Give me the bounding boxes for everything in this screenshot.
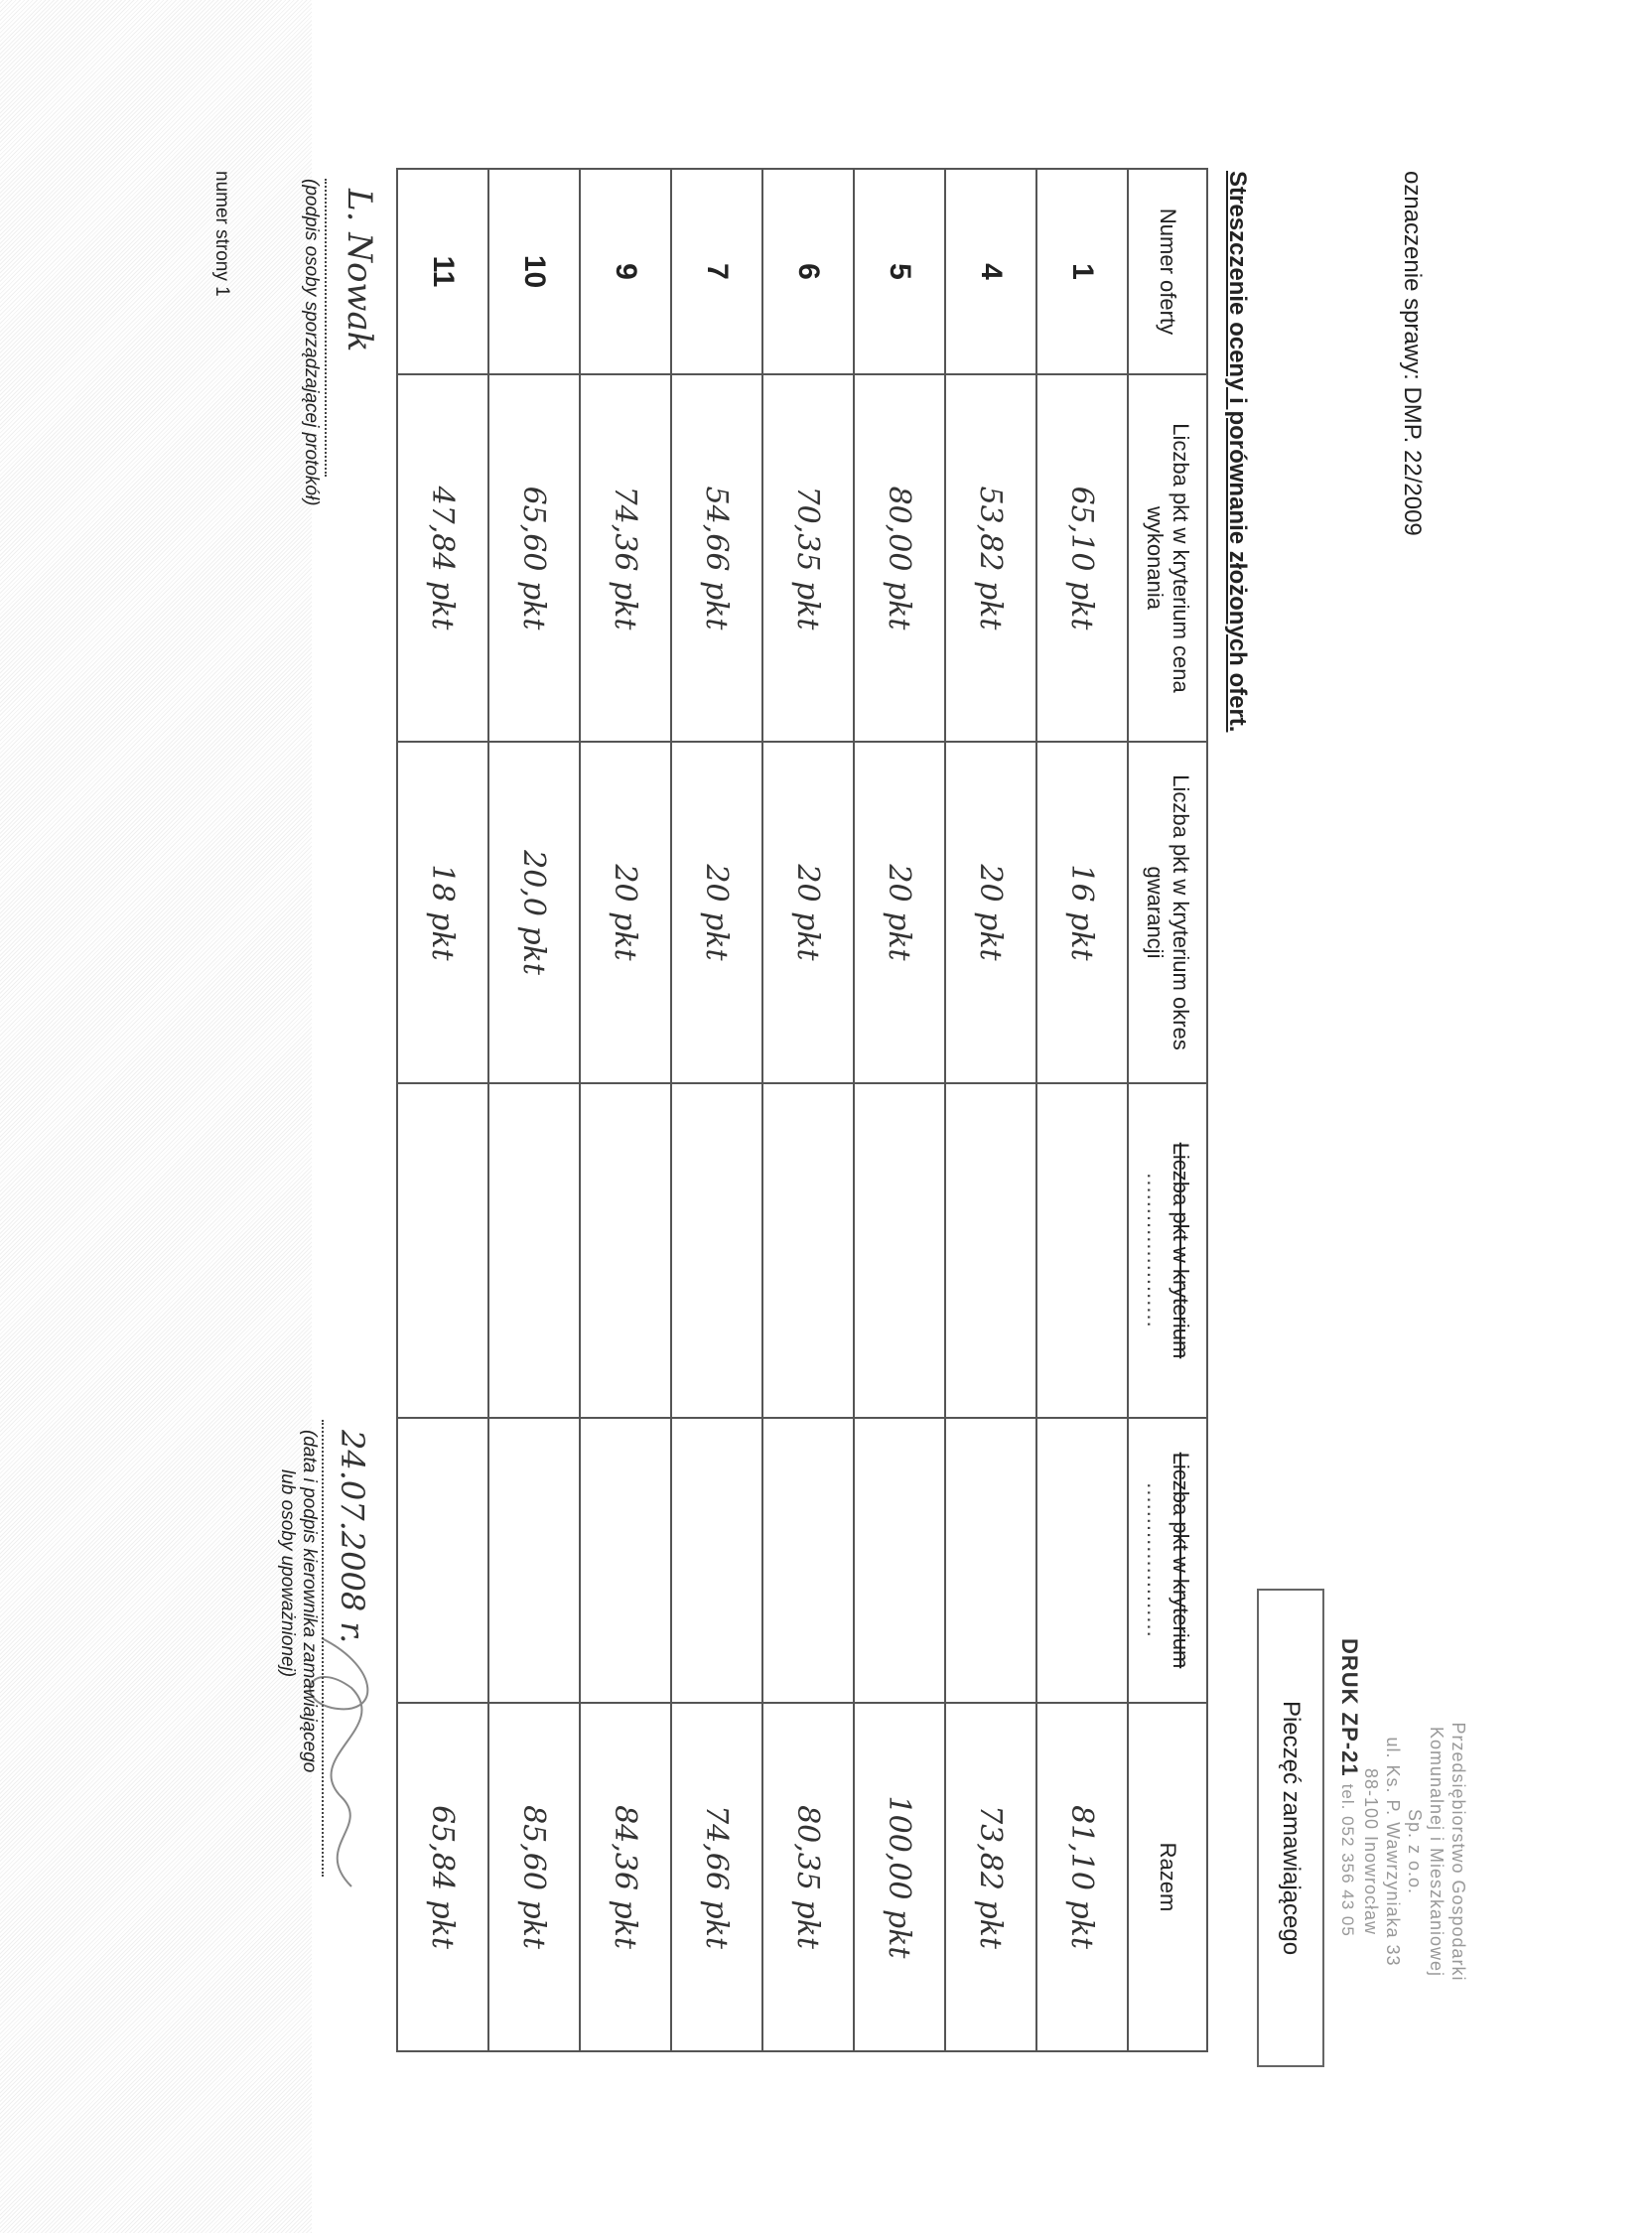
criterion-3-cell bbox=[762, 1083, 854, 1418]
stamp-line: Komunalnej i Mieszkaniowej bbox=[1427, 1726, 1446, 1978]
total-cell: 81,10 pkt bbox=[1036, 1703, 1128, 2051]
page-number: numer strony 1 bbox=[211, 171, 232, 297]
offer-number-cell: 5 bbox=[854, 169, 945, 374]
signature-line bbox=[322, 1420, 324, 1877]
stamp-label: Pieczęć zamawiającego bbox=[1278, 1700, 1305, 1956]
criterion-4-cell bbox=[580, 1418, 671, 1703]
criterion-4-cell bbox=[671, 1418, 762, 1703]
total-cell: 84,36 pkt bbox=[580, 1703, 671, 2051]
scan-noise bbox=[0, 0, 312, 2233]
offer-number-cell: 10 bbox=[488, 169, 580, 374]
company-stamp bbox=[1336, 1638, 1469, 2065]
manager-caption: (data i podpis kierownika zamawiającego bbox=[299, 1430, 320, 1773]
warranty-points-cell: 20 pkt bbox=[854, 742, 945, 1083]
table-row bbox=[854, 169, 945, 2051]
criterion-3-cell bbox=[671, 1083, 762, 1418]
warranty-points-cell: 20 pkt bbox=[580, 742, 671, 1083]
signature-line bbox=[325, 179, 327, 477]
total-cell: 74,66 pkt bbox=[671, 1703, 762, 2051]
criterion-4-cell bbox=[488, 1418, 580, 1703]
stamp-line: ul. Ks. P. Wawrzyniaka 33 bbox=[1383, 1737, 1403, 1967]
price-points-cell: 74,36 pkt bbox=[580, 374, 671, 742]
offer-number-cell: 1 bbox=[1036, 169, 1128, 374]
total-cell: 100,00 pkt bbox=[854, 1703, 945, 2051]
header-total: Razem bbox=[1128, 1703, 1207, 2051]
stamp-line: Sp. z o.o. bbox=[1405, 1808, 1425, 1895]
price-points-cell: 53,82 pkt bbox=[945, 374, 1036, 742]
warranty-points-cell: 18 pkt bbox=[397, 742, 488, 1083]
section-title: Streszczenie oceny i porównanie złożonych ofert. bbox=[1224, 171, 1251, 733]
header-offer-number: Numer oferty bbox=[1128, 169, 1207, 374]
offer-number-cell: 7 bbox=[671, 169, 762, 374]
price-points-cell: 54,66 pkt bbox=[671, 374, 762, 742]
table-row bbox=[1036, 169, 1128, 2051]
header-criterion-3: Liczba pkt w kryterium ...................... bbox=[1128, 1083, 1207, 1418]
criterion-3-cell bbox=[1036, 1083, 1128, 1418]
offers-table bbox=[396, 168, 1208, 2052]
total-cell: 73,82 pkt bbox=[945, 1703, 1036, 2051]
criterion-3-cell bbox=[580, 1083, 671, 1418]
warranty-points-cell: 20 pkt bbox=[671, 742, 762, 1083]
total-cell: 80,35 pkt bbox=[762, 1703, 854, 2051]
warranty-points-cell: 20 pkt bbox=[762, 742, 854, 1083]
form-code: DRUK ZP-21 tel. 052 356 43 05 bbox=[1337, 1638, 1362, 1937]
total-cell: 65,84 pkt bbox=[397, 1703, 488, 2051]
stamp-line: 88-100 Inowrocław bbox=[1361, 1767, 1381, 1936]
case-reference: oznaczenie sprawy: DMP. 22/2009 bbox=[1399, 171, 1426, 536]
criterion-3-cell bbox=[945, 1083, 1036, 1418]
table-row bbox=[762, 169, 854, 2051]
manager-caption: lub osoby upoważnionej) bbox=[277, 1469, 298, 1678]
warranty-points-cell: 16 pkt bbox=[1036, 742, 1128, 1083]
preparer-signature: L. Nowak bbox=[340, 189, 379, 352]
offer-number-cell: 11 bbox=[397, 169, 488, 374]
header-price-points: Liczba pkt w kryterium cena wykonania bbox=[1128, 374, 1207, 742]
stamp-line: Przedsiębiorstwo Gospodarki bbox=[1448, 1722, 1468, 1982]
criterion-3-cell bbox=[854, 1083, 945, 1418]
price-points-cell: 80,00 pkt bbox=[854, 374, 945, 742]
preparer-caption: (podpis osoby sporządzającej protokół) bbox=[301, 179, 322, 506]
price-points-cell: 70,35 pkt bbox=[762, 374, 854, 742]
table-row bbox=[671, 169, 762, 2051]
total-cell: 85,60 pkt bbox=[488, 1703, 580, 2051]
criterion-4-cell bbox=[762, 1418, 854, 1703]
criterion-4-cell bbox=[945, 1418, 1036, 1703]
table-row bbox=[488, 169, 580, 2051]
criterion-4-cell bbox=[397, 1418, 488, 1703]
criterion-4-cell bbox=[854, 1418, 945, 1703]
criterion-3-cell bbox=[488, 1083, 580, 1418]
price-points-cell: 47,84 pkt bbox=[397, 374, 488, 742]
offer-number-cell: 9 bbox=[580, 169, 671, 374]
table-row bbox=[397, 169, 488, 2051]
price-points-cell: 65,10 pkt bbox=[1036, 374, 1128, 742]
price-points-cell: 65,60 pkt bbox=[488, 374, 580, 742]
table-row bbox=[580, 169, 671, 2051]
warranty-points-cell: 20,0 pkt bbox=[488, 742, 580, 1083]
offer-number-cell: 4 bbox=[945, 169, 1036, 374]
warranty-points-cell: 20 pkt bbox=[945, 742, 1036, 1083]
offer-number-cell: 6 bbox=[762, 169, 854, 374]
approval-date: 24.07.2008 r. bbox=[334, 1430, 371, 1644]
header-warranty-points: Liczba pkt w kryterium okres gwarancji bbox=[1128, 742, 1207, 1083]
table-header-row bbox=[1128, 169, 1207, 2051]
criterion-3-cell bbox=[397, 1083, 488, 1418]
stamp-box bbox=[1257, 1589, 1324, 2067]
criterion-4-cell bbox=[1036, 1418, 1128, 1703]
header-criterion-4: Liczba pkt w kryterium ...................... bbox=[1128, 1418, 1207, 1703]
table-row bbox=[945, 169, 1036, 2051]
